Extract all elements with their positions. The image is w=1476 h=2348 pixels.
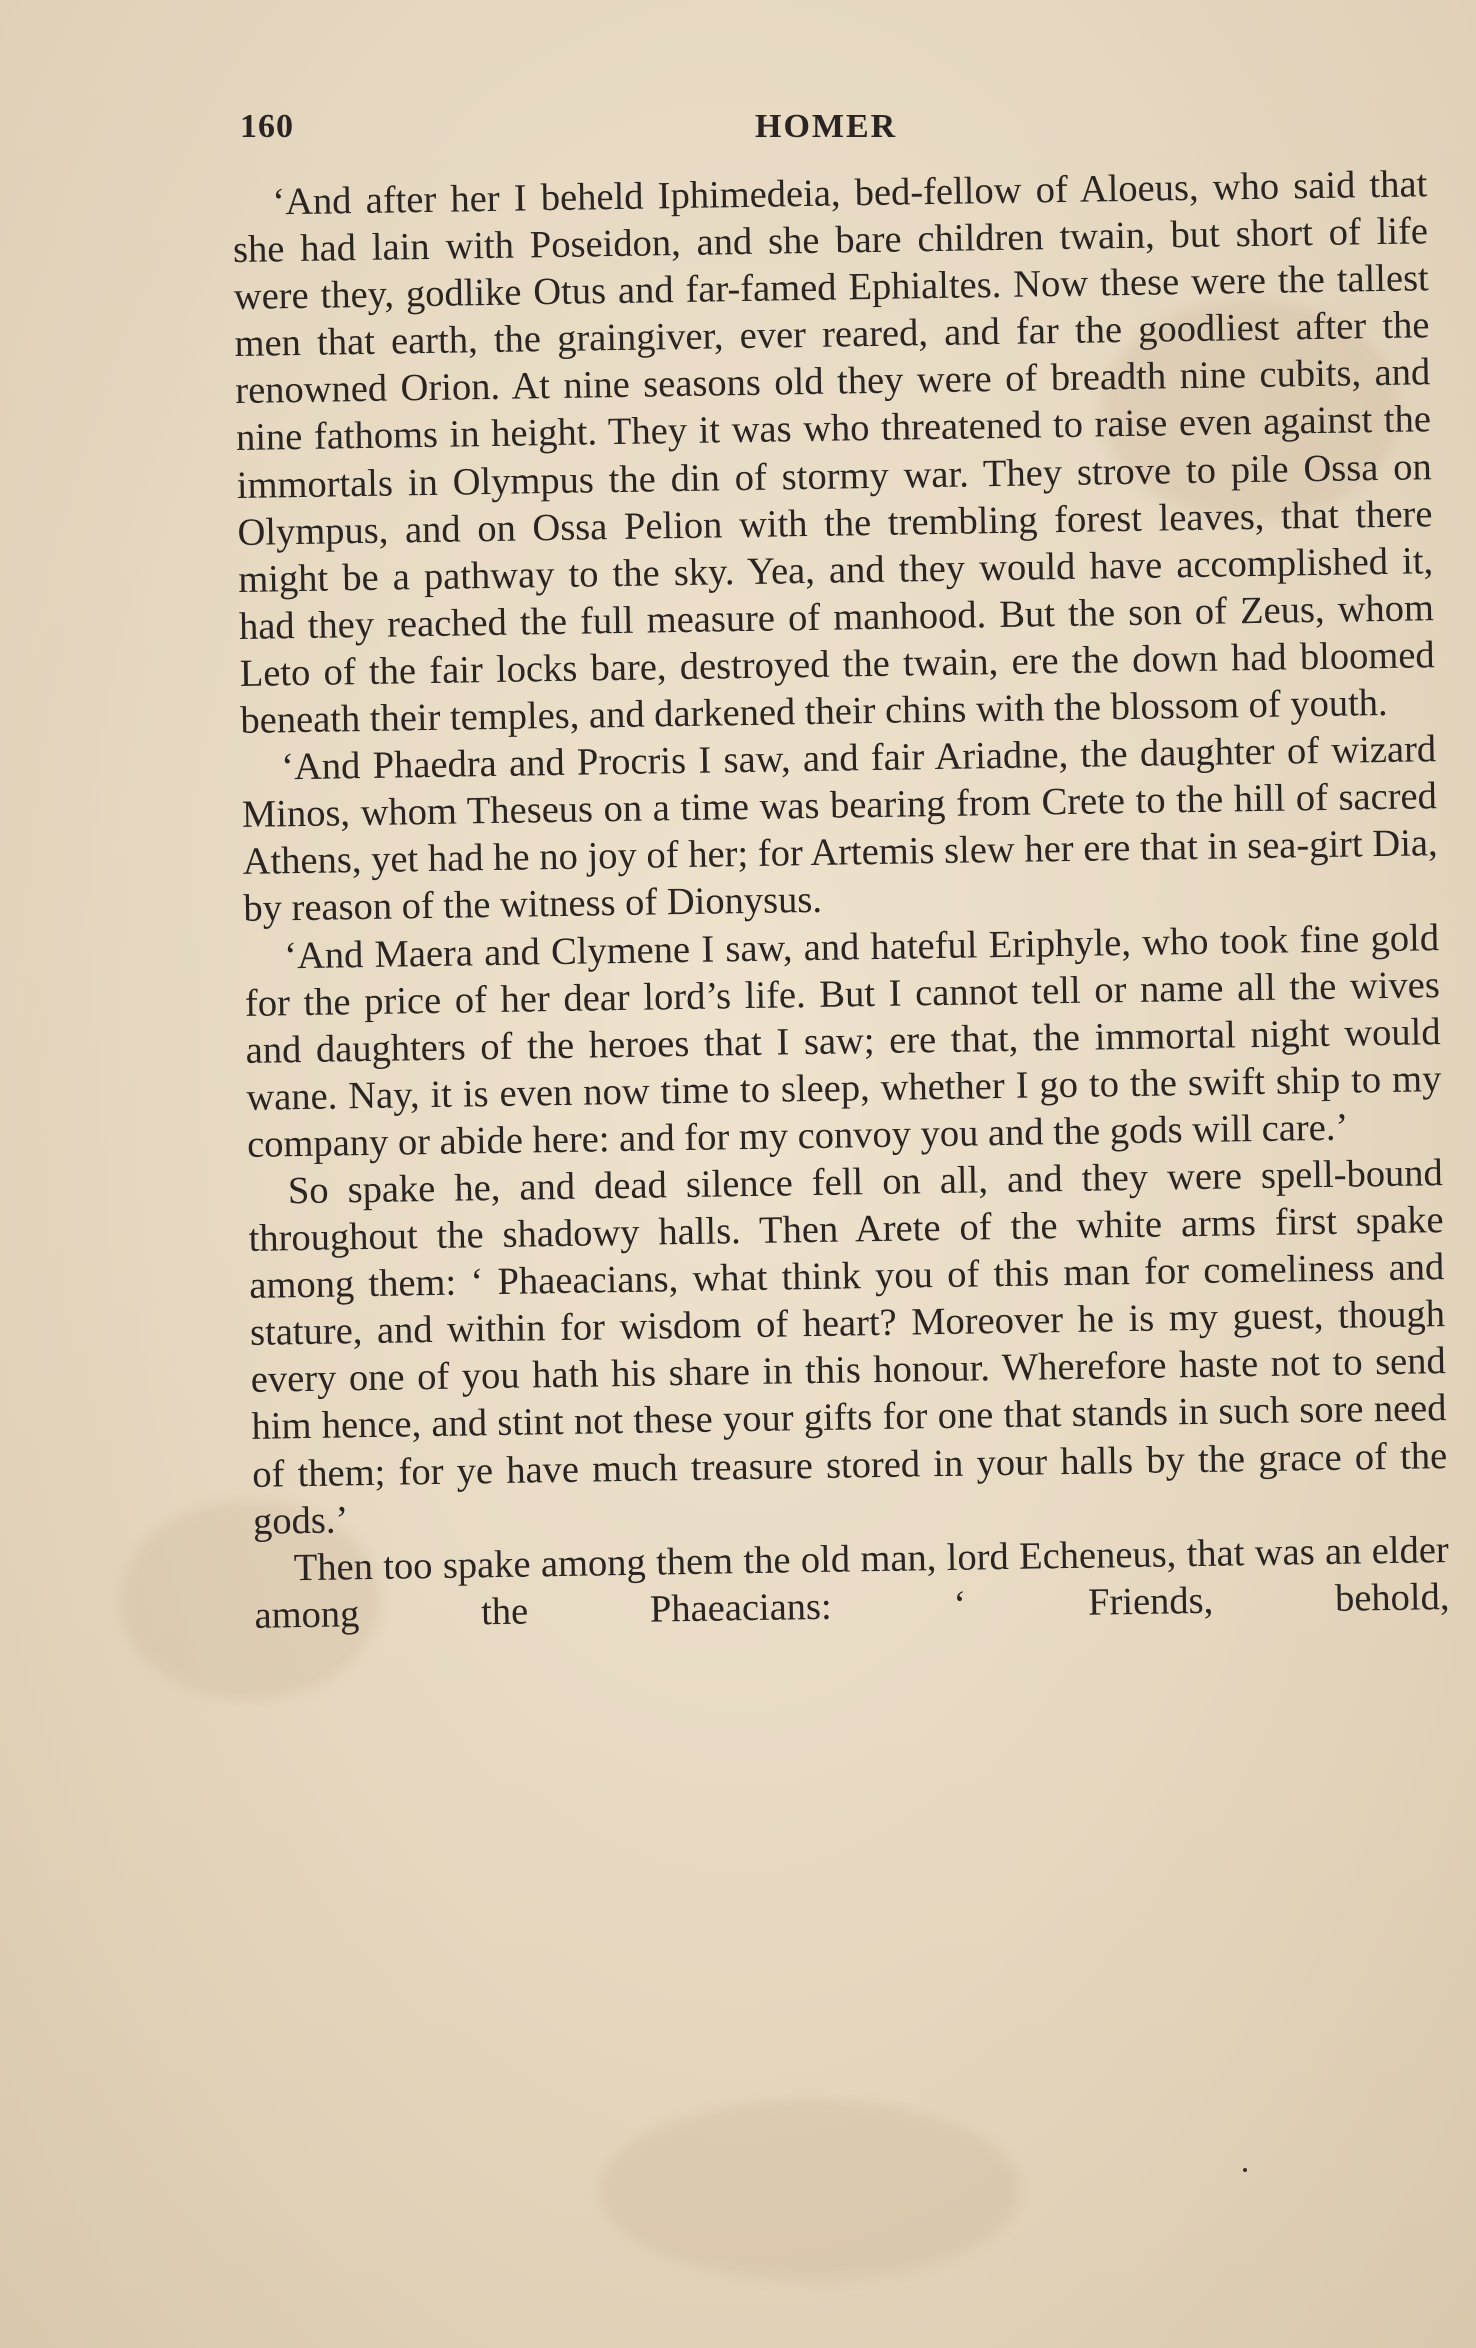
paragraph: So spake he, and dead silence fell on all, and they were spell-bound throughout the shadowy halls. Then Arete of the white arms first spake among them: ‘ Phaeacians, what think you of this man for comeliness and stature, and within for wisdom of heart? Moreover he is my guest, though every one of you hath his share in this honour. Wherefore haste not to send him hence, and stint not these your gifts for one that stands in such sore need of them; for ye have much treasure stored in your halls by the grace of the gods.’ — [248, 1152, 1448, 1543]
paper-stain — [600, 2100, 1020, 2280]
paragraph: Then too spake among them the old man, lord Echeneus, that was an elder among the Phaeacians: ‘ Friends, behold, — [254, 1528, 1450, 1637]
paragraph: ‘And Phaedra and Procris I saw, and fair Ariadne, the daughter of wizard Minos, whom Theseus on a time was bearing from Crete to the hill of sacred Athens, yet had he no joy of her; for Artemis slew her ere that in sea-girt Dia, by reason of the witness of Dionysus. — [241, 728, 1438, 931]
ink-speck — [1243, 2168, 1247, 2172]
page-header — [240, 108, 1430, 158]
body-text — [232, 161, 1450, 1639]
paragraph: ‘And Maera and Clymene I saw, and hateful Eriphyle, who took fine gold for the price of her dear lord’s life. But I cannot tell or name all the wives and daughters of the heroes that I saw; ere that, the immortal night would wane. Nay, it is even now time to sleep, whether I go to the swift ship to my company or abide here: and for my convoy you and the gods will care.’ — [244, 916, 1442, 1166]
running-head: HOMER — [755, 108, 898, 145]
page-number: 160 — [240, 108, 294, 145]
paragraph: ‘And after her I beheld Iphimedeia, bed-fellow of Aloeus, who said that she had lain with Poseidon, and she bare children twain, but short of life were they, godlike Otus and far-famed Ephialtes. Now these were the tallest men that earth, the graingiver, ever reared, and far the goodliest after the renowned Orion. At nine seasons old they were of breadth nine cubits, and nine fathoms in height. They it was who threatened to raise even against the immortals in Olympus the din of stormy war. They strove to pile Ossa on Olympus, and on Ossa Pelion with the trembling forest leaves, that there might be a pathway to the sky. Yea, and they would have accomplished it, had they reached the full measure of manhood. But the son of Zeus, whom Leto of the fair locks bare, destroyed the twain, ere the down had bloomed beneath their temples, and darkened their chins with the blossom of youth. — [232, 163, 1435, 742]
